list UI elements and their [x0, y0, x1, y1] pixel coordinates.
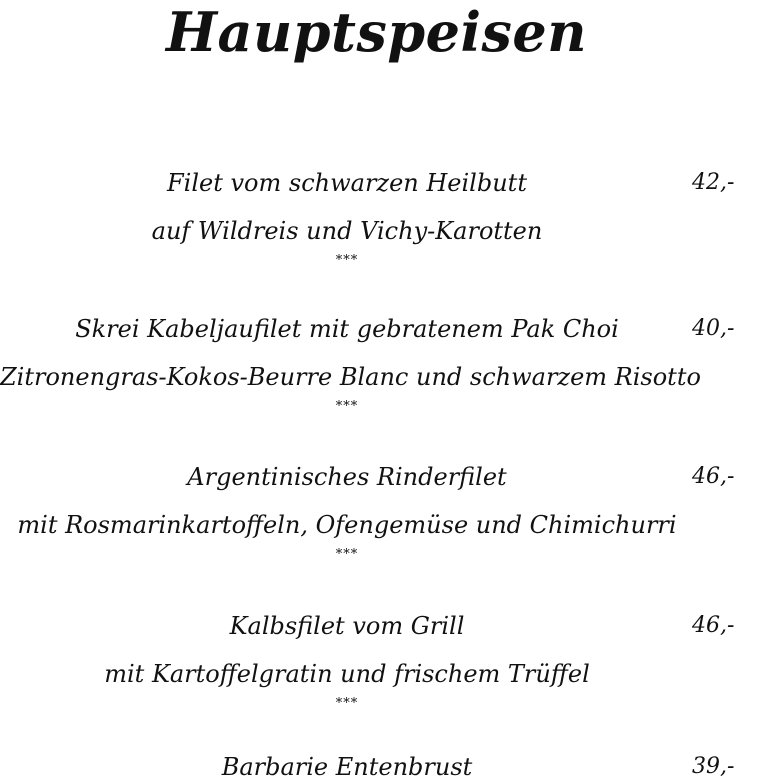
dish-price: 46,-: [692, 613, 735, 638]
dish-price: 40,-: [692, 316, 735, 341]
dish-name: Skrei Kabeljaufilet mit gebratenem Pak Choi: [75, 315, 619, 343]
dish-name: Filet vom schwarzen Heilbutt: [167, 169, 527, 197]
dish-description: mit Kartoffelgratin und frischem Trüffel: [104, 660, 590, 688]
dish-price: 39,-: [692, 754, 735, 779]
dish-separator: ***: [335, 399, 359, 414]
dish-description: auf Wildreis und Vichy-Karotten: [151, 217, 543, 245]
dish-price: 46,-: [692, 464, 735, 489]
dish-name: Kalbsfilet vom Grill: [229, 612, 465, 640]
dish-price: 42,-: [692, 170, 735, 195]
dish-description: mit Rosmarinkartoffeln, Ofengemüse und Chimichurri: [17, 511, 677, 539]
dish-separator: ***: [335, 696, 359, 711]
dish-name: Argentinisches Rinderfilet: [187, 463, 507, 491]
dish-separator: ***: [335, 253, 359, 268]
dish-separator: ***: [335, 547, 359, 562]
menu-title: Hauptspeisen: [166, 0, 588, 64]
dish-description: Zitronengras-Kokos-Beurre Blanc und schwarzem Risotto: [0, 363, 701, 391]
dish-name: Barbarie Entenbrust: [221, 753, 473, 781]
